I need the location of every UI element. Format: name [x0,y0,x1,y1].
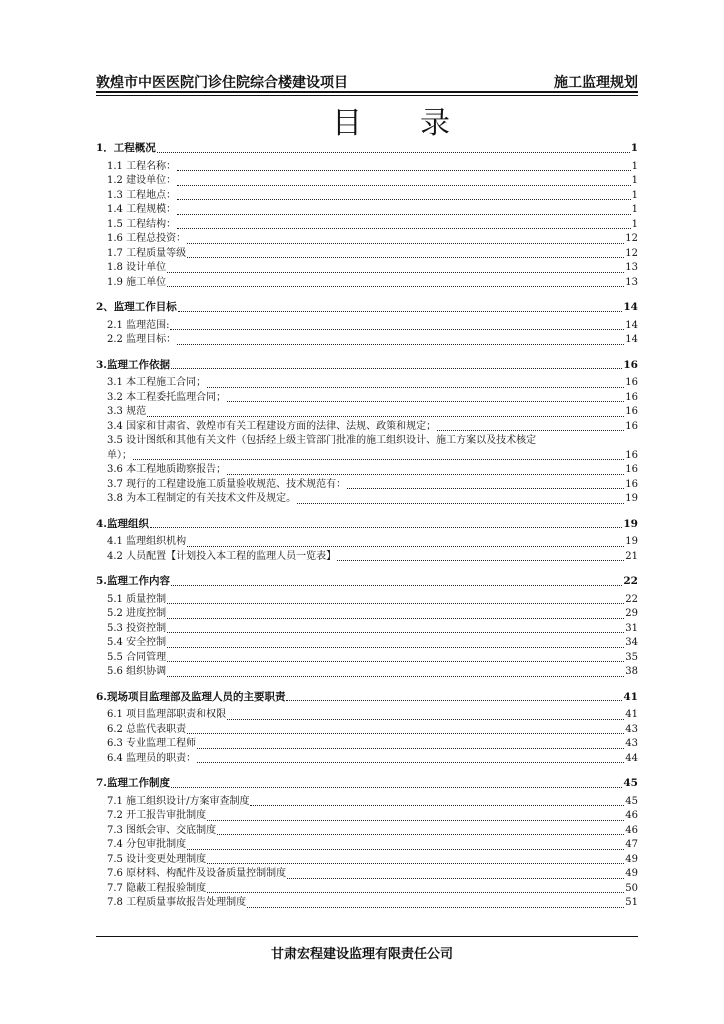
toc-item[interactable] [96,593,638,608]
toc-item[interactable] [96,247,638,262]
leader-dots [337,549,624,561]
toc-section[interactable] [96,517,638,532]
toc-page-number: 51 [625,897,638,908]
toc-page-number: 49 [625,853,638,865]
toc-section[interactable] [96,776,638,791]
toc-item[interactable] [96,463,638,478]
table-of-contents [96,141,638,911]
toc-item[interactable] [96,189,638,204]
leader-dots [177,174,631,186]
toc-section-label: 4.监理组织 [96,517,149,530]
toc-item[interactable] [96,882,638,897]
toc-item-label: 7.4 分包审批制度 [107,839,187,850]
toc-item-label: 1.7 工程质量等级 [107,247,187,259]
leader-dots [187,535,624,547]
toc-page-number: 1 [631,204,638,215]
toc-page-number: 21 [625,550,638,562]
toc-page-number: 47 [625,839,638,850]
leader-dots [247,896,624,908]
toc-page-number: 38 [625,666,638,677]
toc-item[interactable] [96,218,638,233]
toc-page-number: 19 [625,493,638,504]
toc-item-label: 1.3 工程地点： [107,189,177,201]
toc-item[interactable] [96,723,638,738]
toc-section-label: 2、监理工作目标 [96,301,177,313]
leader-dots [197,751,624,763]
toc-item-label-continued: 单）； [107,449,132,461]
toc-item-label: 3.6 本工程地质勘察报告； [107,464,227,475]
toc-section-label: 1．工程概况 [96,142,156,154]
leader-dots [167,275,624,287]
toc-item[interactable] [96,737,638,752]
toc-page-number: 13 [625,276,638,288]
leader-dots [287,867,624,879]
toc-section-label: 7.监理工作制度 [96,777,170,789]
toc-page-number: 14 [625,319,638,331]
leader-dots [177,333,624,345]
toc-item-label: 7.8 工程质量事故报告处理制度 [107,897,247,908]
leader-dots [187,232,624,244]
leader-dots [207,809,624,821]
toc-item-label: 6.4 监理员的职责： [107,752,197,764]
toc-page-number: 19 [625,536,638,547]
toc-page-number: 44 [625,752,638,764]
toc-item[interactable] [96,405,638,420]
toc-item-label: 5.1 质量控制 [107,593,167,605]
toc-page-number: 31 [625,622,638,634]
toc-item[interactable] [96,232,638,247]
toc-item[interactable] [96,174,638,189]
toc-item[interactable] [96,824,638,839]
leader-dots [167,592,624,604]
toc-item[interactable] [96,795,638,810]
toc-page-number: 46 [625,824,638,836]
leader-dots [170,318,624,330]
leader-dots [167,621,624,633]
toc-item-label: 2.2 监理目标： [107,334,177,345]
toc-section[interactable] [96,690,638,705]
leader-dots [167,665,624,677]
toc-item[interactable] [96,434,638,463]
toc-item[interactable] [96,607,638,622]
toc-item-label: 3.7 现行的工程建设施工质量验收规范、技术规范有： [107,478,347,490]
toc-item-label: 1.4 工程规模： [107,204,177,215]
toc-page-number: 16 [625,420,638,432]
leader-dots [187,722,624,734]
toc-page-number: 19 [623,517,638,530]
toc-item-label: 3.8 为本工程制定的有关技术文件及规定。 [107,493,297,504]
toc-item-label: 3.3 规范 [107,406,147,417]
toc-item-label: 3.1 本工程施工合同； [107,377,207,388]
leader-dots [286,689,622,701]
toc-item-label: 3.2 本工程委托监理合同； [107,391,227,403]
toc-item[interactable] [96,752,638,767]
toc-item-label: 7.7 隐蔽工程报验制度 [107,882,207,894]
toc-item[interactable] [96,333,638,348]
leader-dots [227,708,624,720]
toc-page-number: 16 [625,464,638,475]
toc-page-number: 14 [623,301,638,313]
toc-page-number: 12 [625,247,638,259]
toc-page-number: 16 [623,358,638,371]
leader-dots [150,516,622,528]
toc-item-label: 1.5 工程结构： [107,218,177,230]
toc-item[interactable] [96,708,638,723]
page-header [96,68,638,90]
toc-item-label: 6.2 总监代表职责 [107,723,187,735]
project-name: 敦煌市中医医院门诊住院综合楼建设项目 [96,75,348,91]
leader-dots [197,737,624,749]
leader-dots [177,203,631,215]
toc-item-label: 5.6 组织协调 [107,666,167,677]
toc-item-label: 4.1 监理组织机构 [107,536,187,547]
toc-page-number: 46 [625,810,638,821]
toc-item-label: 1.8 设计单位 [107,262,167,273]
leader-dots [147,405,624,417]
toc-item-label: 5.3 投资控制 [107,622,167,634]
toc-item-label: 7.5 设计变更处理制度 [107,853,207,865]
toc-page-number: 34 [625,637,638,648]
leader-dots [177,217,631,229]
leader-dots [171,357,622,369]
toc-page-number: 16 [625,478,638,490]
toc-page-number: 16 [625,377,638,388]
toc-item[interactable] [96,867,638,882]
toc-item[interactable] [96,261,638,276]
leader-dots [207,376,624,388]
leader-dots [227,390,624,402]
toc-title: 目录 [332,106,508,141]
leader-dots [167,650,624,662]
toc-section[interactable] [96,141,638,156]
toc-item[interactable] [96,622,638,637]
toc-item[interactable] [96,391,638,406]
leader-dots [227,463,624,475]
toc-item-label: 6.3 专业监理工程师 [107,738,197,749]
toc-item[interactable] [96,550,638,565]
leader-dots [207,881,624,893]
toc-section-label: 6.现场项目监理部及监理人员的主要职责 [96,690,286,703]
toc-item[interactable] [96,160,638,175]
toc-item-label: 7.3 图纸会审、交底制度 [107,824,217,836]
toc-item[interactable] [96,636,638,651]
leader-dots [157,141,630,153]
header-rule [96,91,638,96]
toc-page-number: 45 [623,777,638,789]
toc-page-number: 43 [625,723,638,735]
toc-page-number: 1 [630,142,638,154]
toc-item[interactable] [96,896,638,911]
leader-dots [167,607,624,619]
toc-item-label: 4.2 人员配置【计划投入本工程的监理人员一览表】 [107,550,337,562]
toc-page-number: 41 [623,690,638,703]
toc-page-number: 13 [625,262,638,273]
toc-section-label: 3.监理工作依据 [96,358,170,371]
toc-item[interactable] [96,838,638,853]
toc-item-label: 6.1 项目监理部职责和权限 [107,709,227,720]
toc-item[interactable] [96,478,638,493]
leader-dots [217,823,624,835]
toc-item[interactable] [96,535,638,550]
toc-page-number: 49 [625,868,638,879]
toc-section[interactable] [96,358,638,373]
toc-item-label: 1.9 施工单位 [107,276,167,288]
toc-page-number: 50 [625,882,638,894]
toc-item[interactable] [96,809,638,824]
toc-page-number: 43 [625,738,638,749]
toc-item-label: 3.5 设计图纸和其他有关文件（包括经上级主管部门批准的施工组织设计、施工方案以及技术核定 [107,435,537,446]
toc-item[interactable] [96,492,638,507]
toc-page-number: 22 [623,575,638,587]
toc-page-number: 12 [625,233,638,244]
toc-item-label: 7.2 开工报告审批制度 [107,810,207,821]
toc-item-label: 2.1 监理范围: [107,319,170,331]
toc-page-number: 35 [625,651,638,663]
leader-dots [171,776,622,788]
leader-dots [207,852,624,864]
toc-item[interactable] [96,276,638,291]
toc-page-number: 45 [625,795,638,807]
toc-item[interactable] [96,853,638,868]
toc-page-number: 29 [625,608,638,619]
leader-dots [178,300,623,312]
toc-section-label: 5.监理工作内容 [96,575,170,587]
toc-item-label: 7.6 原材料、构配件及设备质量控制制度 [107,868,287,879]
toc-page-number: 16 [625,406,638,417]
toc-item[interactable] [96,651,638,666]
toc-item-label: 1.2 建设单位： [107,175,177,186]
toc-item-label: 1.1 工程名称： [107,160,177,172]
toc-page-number: 14 [625,334,638,345]
leader-dots [171,574,622,586]
toc-page-number: 1 [631,175,638,186]
toc-item[interactable] [96,420,638,435]
toc-item-label: 5.2 进度控制 [107,608,167,619]
toc-page-number: 22 [625,593,638,605]
toc-item-label: 5.5 合同管理 [107,651,167,663]
company-name: 甘肃宏程建设监理有限责任公司 [270,947,453,962]
toc-item[interactable] [96,376,638,391]
leader-dots [133,448,624,460]
toc-item-label: 7.1 施工组织设计/方案审查制度 [107,795,250,807]
toc-page-number: 16 [625,391,638,403]
leader-dots [437,419,624,431]
toc-page-number: 16 [625,449,638,461]
toc-section[interactable] [96,300,638,315]
leader-dots [347,477,624,489]
toc-page-number: 1 [631,218,638,230]
leader-dots [187,838,624,850]
toc-item[interactable] [96,319,638,334]
leader-dots [187,246,624,258]
toc-section[interactable] [96,574,638,589]
footer-rule [96,936,638,937]
leader-dots [177,188,631,200]
toc-page-number: 1 [631,160,638,172]
leader-dots [167,636,624,648]
leader-dots [297,492,624,504]
toc-page-number: 1 [631,189,638,201]
toc-item[interactable] [96,665,638,680]
toc-item-label: 3.4 国家和甘肃省、敦煌市有关工程建设方面的法律、法规、政策和规定； [107,420,437,432]
leader-dots [250,794,624,806]
leader-dots [167,261,624,273]
toc-item-label: 5.4 安全控制 [107,637,167,648]
toc-page-number: 41 [625,709,638,720]
toc-item-label: 1.6 工程总投资： [107,233,187,244]
document-type: 施工监理规划 [554,75,638,91]
leader-dots [177,159,631,171]
toc-item[interactable] [96,203,638,218]
